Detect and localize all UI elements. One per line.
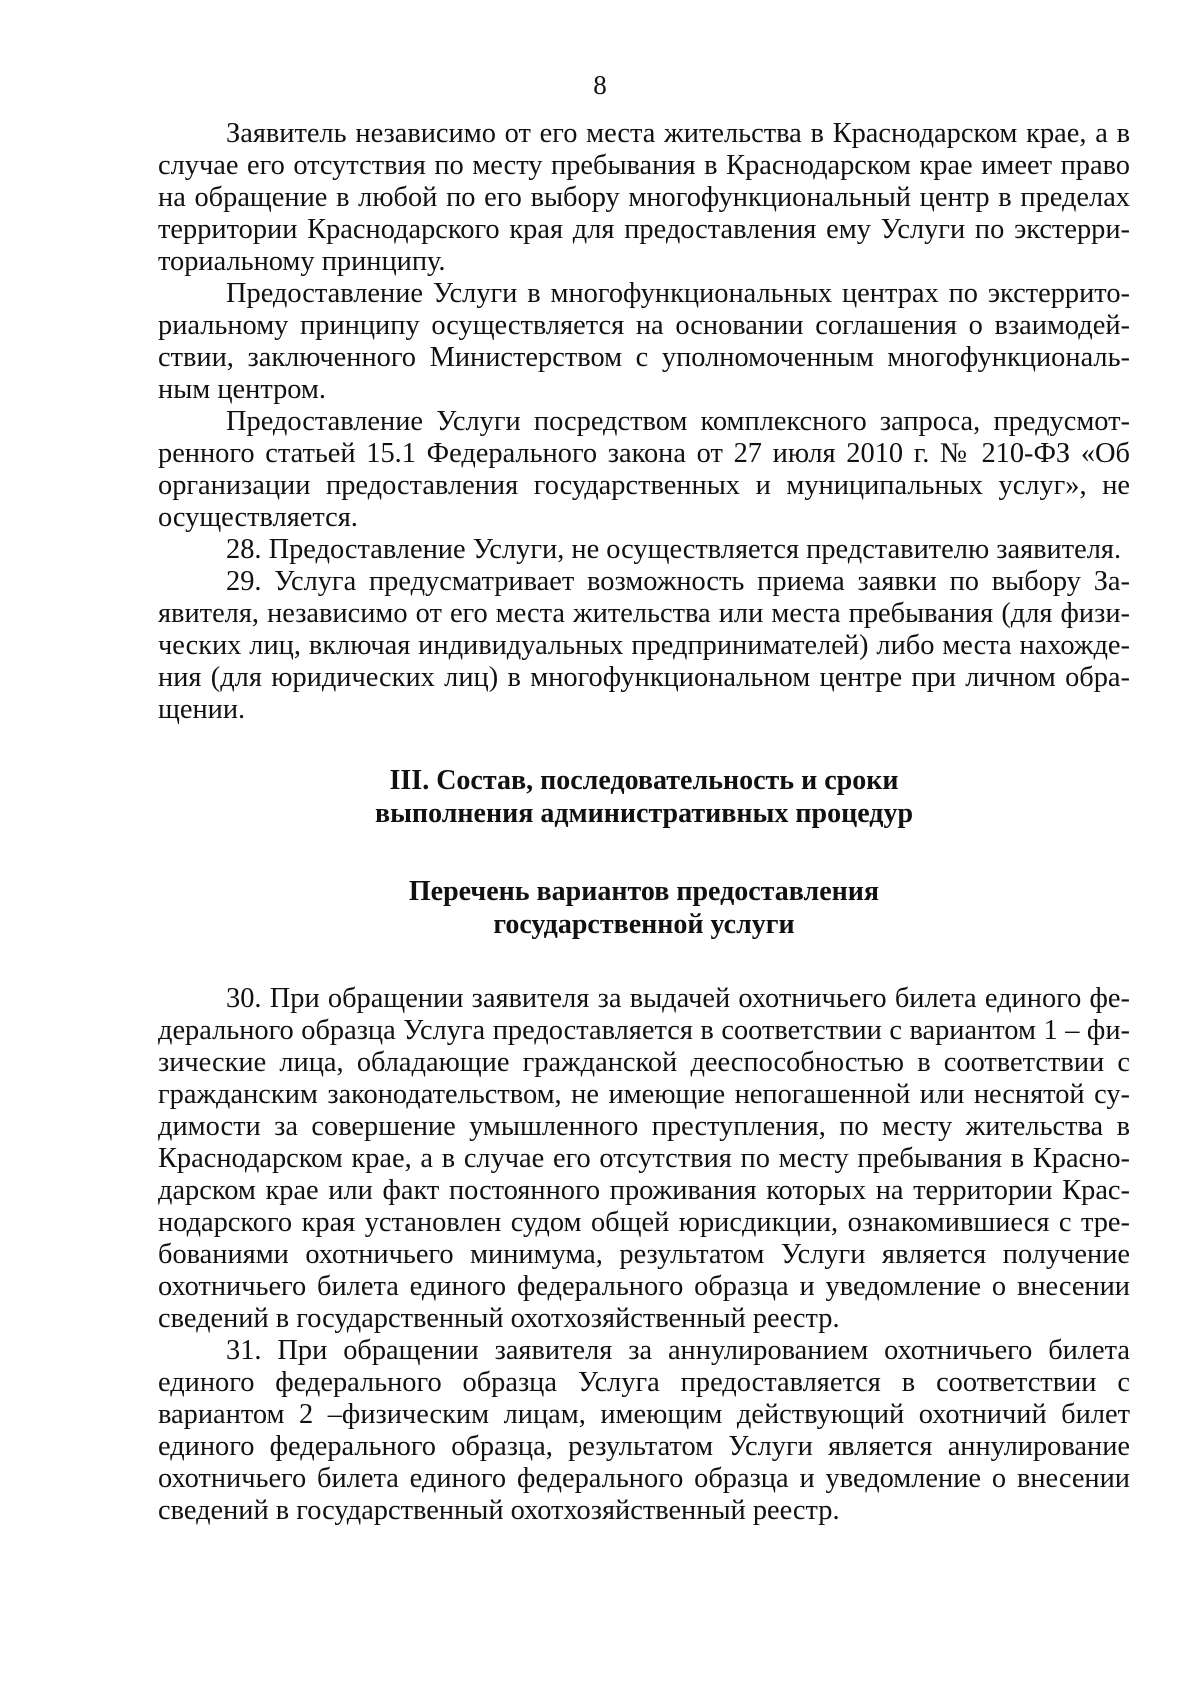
section-heading-line-1: III. Состав, последовательность и сроки <box>389 765 899 796</box>
paragraph-item-28: 28. Предоставление Услуги, не осуществляется представителю заявителя. <box>226 534 1122 565</box>
paragraph-item-29: 29. Услуга предусматривает возможность приема заявки по выбору Заявителя, независимо от его места жительства или места пребывания (для физических лиц, включая индивидуальных предпринимателей) либо места нахождения (для юридических лиц) в многофункциональном центре при личном обращении. <box>158 566 1130 725</box>
section-heading-line-2: выполнения административных процедур <box>374 798 914 829</box>
subsection-heading-line-1: Перечень вариантов предоставления <box>408 876 880 907</box>
paragraph-extraterritorial-right: Заявитель независимо от его места жительства в Краснодарском крае, а в случае его отсутствия по месту пребывания в Краснодарском крае имеет право на обращение в любой по его выбору многофункциональный центр в пределах территории Краснодарского края для предоставления ему Услуги по экстерриториальному принципу. <box>158 118 1130 277</box>
paragraph-complex-request: Предоставление Услуги посредством комплексного запроса, предусмотренного статьей 15.1 Федерального закона от 27 июля 2010 г. № 210-ФЗ «Об организации предоставления государственных и муниципальных услуг», не осуществляется. <box>158 406 1130 533</box>
subsection-heading-line-2: государственной услуги <box>493 909 795 940</box>
document-body <box>158 118 1130 1527</box>
subsection-heading <box>158 875 1130 941</box>
paragraph-extraterritorial-agreement: Предоставление Услуги в многофункциональных центрах по экстерриториальному принципу осуществляется на основании соглашения о взаимодействии, заключенного Министерством с уполномоченным многофункциональным центром. <box>158 278 1130 405</box>
section-heading <box>158 764 1130 830</box>
paragraph-item-31: 31. При обращении заявителя за аннулированием охотничьего билета единого федерального образца Услуга предоставляется в соответствии с вариантом 2 –физическим лицам, имеющим действующий охотничий билет единого федерального образца, результатом Услуги является аннулирование охотничьего билета единого федерального образца и уведомление о внесении сведений в государственный охотхозяйственный реестр. <box>158 1335 1130 1526</box>
page-number: 8 <box>593 70 607 100</box>
paragraph-item-30: 30. При обращении заявителя за выдачей охотничьего билета единого федерального образца Услуга предоставляется в соответствии с вариантом 1 – физические лица, обладающие гражданской дееспособностью в соответствии с гражданским законодательством, не имеющие непогашенной или неснятой судимости за совершение умышленного преступления, по месту жительства в Краснодарском крае, а в случае его отсутствия по месту пребывания в Краснодарском крае или факт постоянного проживания которых на территории Краснодарского края установлен судом общей юрисдикции, ознакомившиеся с требованиями охотничьего минимума, результатом Услуги является получение охотничьего билета единого федерального образца и уведомление о внесении сведений в государственный охотхозяйственный реестр. <box>158 983 1130 1334</box>
